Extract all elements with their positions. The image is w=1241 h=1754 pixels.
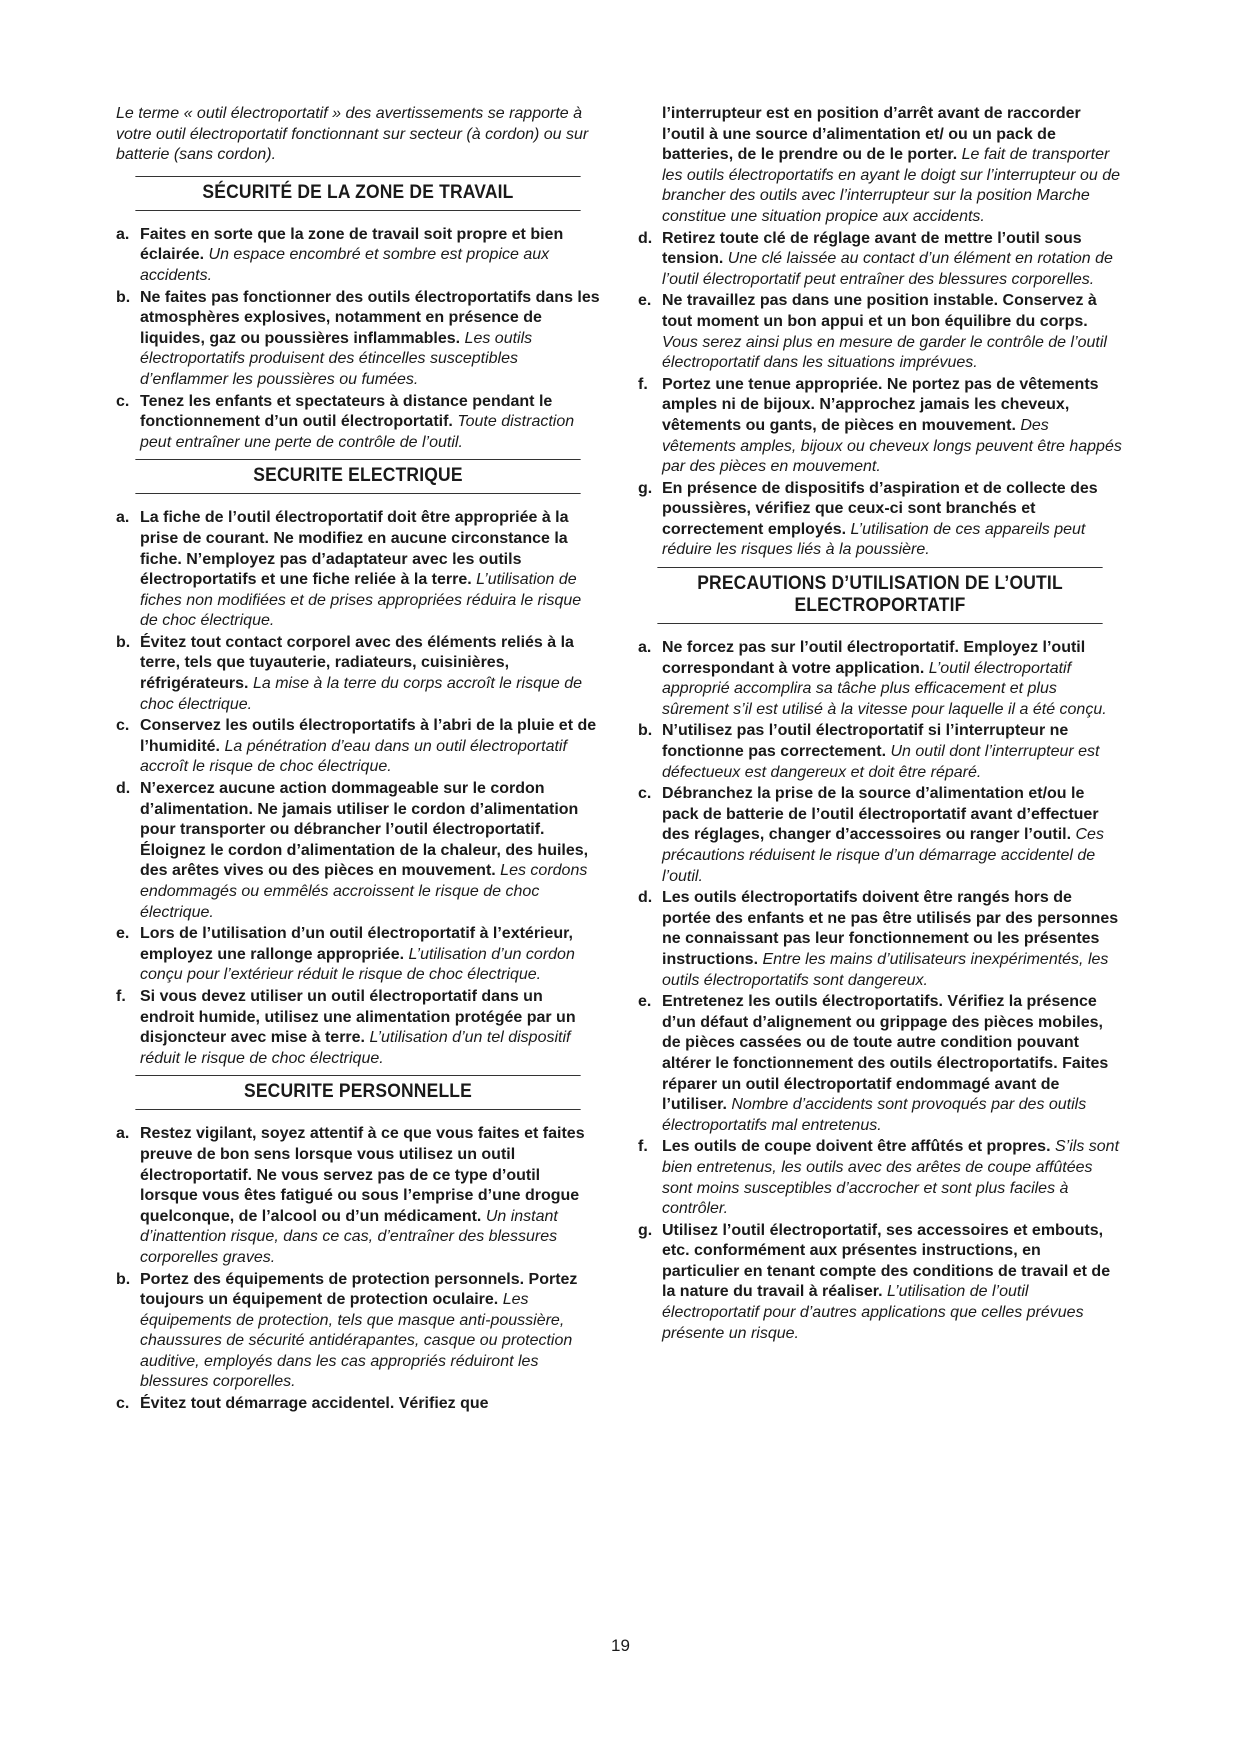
item-bold-text: Si vous devez utiliser un outil électroportatif dans un endroit humide, utilisez une alimentation protégée par un disjoncteur avec mise à terre. bbox=[140, 987, 576, 1047]
item-letter: d. bbox=[116, 780, 131, 798]
item-italic-text: L’utilisation de l’outil électroportatif pour d’autres applications que celles prévues présente un risque. bbox=[662, 1283, 1084, 1342]
item-letter: b. bbox=[638, 722, 653, 740]
item-letter: c. bbox=[638, 785, 652, 803]
list-item bbox=[638, 992, 1122, 1136]
list-item bbox=[638, 375, 1122, 478]
list-item bbox=[116, 716, 600, 778]
list-item bbox=[116, 1270, 600, 1394]
item-italic-text: Un outil dont l’interrupteur est défectueux est dangereux et doit être réparé. bbox=[662, 743, 1100, 781]
list-item bbox=[638, 638, 1122, 720]
list-item bbox=[116, 1394, 600, 1415]
item-letter: e. bbox=[638, 993, 652, 1011]
list-item bbox=[116, 1124, 600, 1268]
list-item bbox=[116, 508, 600, 632]
item-letter: a. bbox=[638, 639, 652, 657]
item-bold-text: Retirez toute clé de réglage avant de mettre l’outil sous tension. bbox=[662, 229, 1082, 268]
item-bold-text: Lors de l’utilisation d’un outil électroportatif à l’extérieur, employez une rallonge appropriée. bbox=[140, 925, 573, 963]
item-letter: b. bbox=[116, 288, 131, 306]
item-italic-text: Les outils électroportatifs produisent des étincelles susceptibles d’enflammer les poussières ou fumées. bbox=[140, 329, 533, 388]
item-bold-text: Évitez tout contact corporel avec des éléments reliés à la terre, tels que tuyauterie, radiateurs, cuisinières, réfrigérateurs. bbox=[140, 633, 574, 693]
item-italic-text: Une clé laissée au contact d’un élément en rotation de l’outil électroportatif peut entraîner des blessures corporelles. bbox=[662, 250, 1113, 288]
list-item bbox=[638, 784, 1122, 887]
item-bold-text: Restez vigilant, soyez attentif à ce que vous faites et faites preuve de bon sens lorsque vous utilisez un outil électroportatif. Ne vous servez pas de ce type d’outil lorsque vous êtes fatigué ou sous l’emprise d’une drogue quelconque, de l’alcool ou d’un médicament. bbox=[140, 1125, 585, 1225]
item-letter: c. bbox=[116, 392, 130, 410]
item-italic-text: L’utilisation d’un tel dispositif réduit le risque de choc électrique. bbox=[140, 1029, 571, 1067]
list-item bbox=[638, 291, 1122, 373]
item-bold-text: La fiche de l’outil électroportatif doit être appropriée à la prise de courant. Ne modifiez en aucune circonstance la fiche. N’employez pas d’adaptateur avec les outils électroportatifs et une fiche reliée à la terre. bbox=[140, 509, 569, 589]
item-letter: e. bbox=[116, 925, 130, 943]
item-bold-text: Les outils électroportatifs doivent être rangés hors de portée des enfants et ne pas être utilisés par des personnes ne connaissant pas leur fonctionnement ou les présentes instructions. bbox=[662, 889, 1119, 968]
list-item bbox=[638, 1137, 1122, 1219]
item-italic-text: Nombre d’accidents sont provoqués par des outils électroportatifs mal entretenus. bbox=[662, 1096, 1087, 1134]
item-italic-text: Les cordons endommagés ou emmêlés accroissent le risque de choc électrique. bbox=[140, 862, 588, 921]
item-bold-text: Entretenez les outils électroportatifs. Vérifiez la présence d’un défaut d’alignement ou grippage des pièces mobiles, de pièces cassées ou de toute autre condition pouvant altérer le fonctionnement des outils électroportatifs. Faites réparer un outil électroportatif endommagé avant de l’utiliser. bbox=[662, 993, 1109, 1114]
item-letter: a. bbox=[116, 225, 130, 243]
item-letter: g. bbox=[638, 479, 653, 497]
item-letter: f. bbox=[638, 375, 648, 393]
item-bold-text: Ne faites pas fonctionner des outils électroportatifs dans les atmosphères explosives, notamment en présence de liquides, gaz ou poussières inflammables. bbox=[140, 288, 600, 347]
item-italic-text: Un instant d’inattention risque, dans ce cas, d’entraîner des blessures corporelles graves. bbox=[140, 1207, 558, 1266]
section-title-electrical: SECURITE ELECTRIQUE bbox=[135, 459, 580, 494]
item-letter: f. bbox=[116, 987, 126, 1005]
item-bold-text: Les outils de coupe doivent être affûtés et propres. bbox=[662, 1138, 1051, 1156]
item-letter: c. bbox=[116, 1395, 130, 1413]
item-letter: f. bbox=[638, 1138, 648, 1156]
list-item bbox=[116, 392, 600, 454]
section-title-tool-use bbox=[657, 567, 1102, 624]
item-letter: b. bbox=[116, 633, 131, 651]
item-italic-text: Le fait de transporter les outils électroportatifs en ayant le doigt sur l’interrupteur ou de brancher des outils avec l’interrupteur sur la position Marche constitue une situation propice aux accidents. bbox=[662, 146, 1121, 225]
item-bold-text: Faites en sorte que la zone de travail soit propre et bien éclairée. bbox=[140, 225, 564, 264]
item-italic-text: Entre les mains d’utilisateurs inexpérimentés, les outils électroportatifs sont dangereux. bbox=[662, 950, 1109, 989]
item-italic-text: Ces précautions réduisent le risque d’un démarrage accidentel de l’outil. bbox=[662, 826, 1104, 885]
item-bold-text: Tenez les enfants et spectateurs à distance pendant le fonctionnement d’un outil électroportatif. bbox=[140, 392, 553, 431]
item-italic-text: Les équipements de protection, tels que masque anti-poussière, chaussures de sécurité antidérapantes, casque ou protection auditive, employés dans les cas appropriés réduiront les blessures corporelles. bbox=[140, 1291, 573, 1391]
section-title-personal: SECURITE PERSONNELLE bbox=[135, 1075, 580, 1110]
section-title-line1: PRECAUTIONS D’UTILISATION DE L’OUTIL bbox=[697, 573, 1063, 595]
item-bold-text: Ne forcez pas sur l’outil électroportatif. Employez l’outil correspondant à votre application. bbox=[662, 639, 1086, 677]
list-item bbox=[638, 479, 1122, 561]
list-item bbox=[638, 721, 1122, 783]
item-italic-text: La pénétration d’eau dans un outil électroportatif accroît le risque de choc électrique. bbox=[140, 737, 567, 776]
list-item bbox=[638, 229, 1122, 291]
item-bold-text: En présence de dispositifs d’aspiration et de collecte des poussières, vérifiez que ceux-ci sont branchés et correctement employés. bbox=[662, 479, 1098, 538]
item-bold-text: Débranchez la prise de la source d’alimentation et/ou le pack de batterie de l’outil électroportatif avant d’effectuer des réglages, changer d’accessoires ou ranger l’outil. bbox=[662, 785, 1099, 844]
item-letter: a. bbox=[116, 509, 130, 527]
item-italic-text: Vous serez ainsi plus en mesure de garder le contrôle de l’outil électroportatif dans les situations imprévues. bbox=[662, 333, 1107, 372]
list-item bbox=[638, 1221, 1122, 1345]
item-italic-text: S’ils sont bien entretenus, les outils avec des arêtes de coupe affûtées sont moins susceptibles d’accrocher et sont plus faciles à contrôler. bbox=[662, 1138, 1120, 1218]
item-italic-text: L’utilisation d’un cordon conçu pour l’extérieur réduit le risque de choc électrique. bbox=[140, 945, 575, 984]
item-italic-text: Des vêtements amples, bijoux ou cheveux longs peuvent être happés par des pièces en mouvement. bbox=[662, 416, 1122, 476]
item-letter: g. bbox=[638, 1221, 653, 1239]
item-letter: a. bbox=[116, 1125, 130, 1143]
item-bold-text: Évitez tout démarrage accidentel. Vérifiez que bbox=[140, 1395, 489, 1413]
item-italic-text: L’utilisation de fiches non modifiées et de prises appropriées réduira le risque de choc électrique. bbox=[140, 571, 582, 630]
item-bold-text: N’utilisez pas l’outil électroportatif si l’interrupteur ne fonctionne pas correctement. bbox=[662, 722, 1069, 761]
list-item bbox=[116, 987, 600, 1069]
list-item bbox=[116, 225, 600, 287]
item-bold-text: Ne travaillez pas dans une position instable. Conservez à tout moment un bon appui et un bon équilibre du corps. bbox=[662, 292, 1097, 330]
item-bold-text: Conservez les outils électroportatifs à l’abri de la pluie et de l’humidité. bbox=[140, 717, 597, 755]
item-italic-text: L’outil électroportatif approprié accomplira sa tâche plus efficacement et plus sûrement s’il est utilisé à la vitesse pour laquelle il a été conçu. bbox=[662, 659, 1107, 718]
item-letter: b. bbox=[116, 1270, 131, 1288]
section-title-work-area: SÉCURITÉ DE LA ZONE DE TRAVAIL bbox=[135, 176, 580, 211]
list-item bbox=[116, 288, 600, 391]
item-bold-text: N’exercez aucune action dommageable sur le cordon d’alimentation. Ne jamais utiliser le cordon d’alimentation pour transporter ou débrancher l’outil électroportatif. Éloignez le cordon d’alimentation de la chaleur, des huiles, des arêtes vives ou des pièces en mouvement. bbox=[140, 780, 589, 880]
item-bold-text: l’interrupteur est en position d’arrêt avant de raccorder l’outil à une source d’alimentation et/ ou un pack de batteries, de le prendre ou de le porter. bbox=[662, 105, 1081, 164]
page-number: 19 bbox=[611, 1636, 630, 1655]
section-title-line2: ELECTROPORTATIF bbox=[794, 595, 966, 617]
item-italic-text: Un espace encombré et sombre est propice aux accidents. bbox=[140, 246, 550, 284]
item-bold-text: Portez des équipements de protection personnels. Portez toujours un équipement de protection oculaire. bbox=[140, 1270, 578, 1309]
item-italic-text: L’utilisation de ces appareils peut réduire les risques liés à la poussière. bbox=[662, 520, 1086, 559]
item-bold-text: Utilisez l’outil électroportatif, ses accessoires et embouts, etc. conformément aux présentes instructions, en particulier en tenant compte des conditions de travail et de la nature du travail à réaliser. bbox=[662, 1221, 1111, 1301]
right-column bbox=[638, 104, 1122, 1345]
list-item bbox=[116, 924, 600, 986]
item-bold-text: Portez une tenue appropriée. Ne portez pas de vêtements amples ni de bijoux. N’approchez jamais les cheveux, vêtements ou gants, de pièces en mouvement. bbox=[662, 375, 1099, 434]
list-item bbox=[116, 779, 600, 923]
item-letter: d. bbox=[638, 229, 653, 247]
item-italic-text: Toute distraction peut entraîner une perte de contrôle de l’outil. bbox=[140, 413, 575, 451]
list-item bbox=[638, 888, 1122, 991]
list-item-continuation bbox=[638, 104, 1122, 228]
item-letter: d. bbox=[638, 889, 653, 907]
left-column bbox=[116, 104, 600, 1416]
intro-paragraph: Le terme « outil électroportatif » des avertissements se rapporte à votre outil électroportatif fonctionnant sur secteur (à cordon) ou sur batterie (sans cordon). bbox=[116, 105, 589, 164]
item-letter: e. bbox=[638, 292, 652, 310]
item-letter: c. bbox=[116, 717, 130, 735]
item-italic-text: La mise à la terre du corps accroît le risque de choc électrique. bbox=[140, 675, 582, 713]
list-item bbox=[116, 633, 600, 715]
